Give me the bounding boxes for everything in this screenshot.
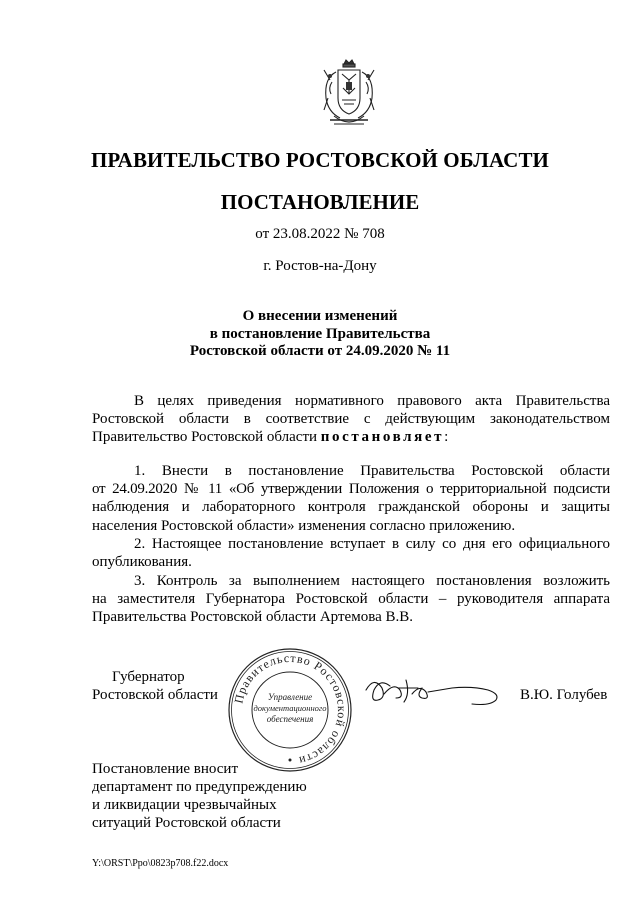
- document-type-title: ПОСТАНОВЛЕНИЕ: [220, 190, 420, 214]
- text-line: [92, 428, 610, 446]
- decision-verb: постановляет: [320, 429, 445, 446]
- text-line: Ростовской области в соответствие с действующим законодательством: [92, 411, 610, 428]
- date-number: от 23.08.2022 № 708: [255, 226, 385, 242]
- text-line: департамент по предупреждению: [92, 779, 307, 795]
- stamp-inner-text: обеспечения: [266, 714, 314, 724]
- text-line: 2. Настоящее постановление вступает в силу со дня его официального: [134, 536, 610, 552]
- text-line: и ликвидации чрезвычайных: [92, 797, 277, 813]
- originator-note: [92, 760, 307, 832]
- text-line: на заместителя Губернатора Ростовской области – руководителя аппарата: [92, 591, 610, 608]
- coat-of-arms-icon: [318, 58, 380, 132]
- subject-line: Ростовской области от 24.09.2020 № 11: [189, 343, 451, 359]
- text-fragment: :: [444, 429, 449, 446]
- stamp-inner-text: документационного: [253, 703, 327, 713]
- text-line: В целях приведения нормативного правового акта Правительства: [134, 393, 610, 409]
- text-line: 1. Внести в постановление Правительства Ростовской области: [134, 463, 610, 479]
- signatory-name: В.Ю. Голубев: [520, 687, 608, 703]
- text-line: наблюдения и лабораторного контроля гражданской обороны и защиты: [92, 499, 610, 516]
- signatory-title: Губернатор: [112, 669, 185, 685]
- subject-heading: [0, 308, 640, 361]
- signatory-region: Ростовской области: [92, 687, 218, 703]
- text-line: опубликования.: [92, 554, 192, 571]
- city: г. Ростов-на-Дону: [263, 258, 377, 274]
- text-line: ситуаций Ростовской области: [92, 815, 281, 831]
- text-line: от 24.09.2020 № 11 «Об утверждении Положения о территориальной подсисти: [92, 481, 610, 498]
- file-path: Y:\ORST\Ppo\0823p708.f22.docx: [92, 858, 229, 869]
- text-fragment: Правительство Ростовской области: [92, 429, 321, 446]
- item-2-paragraph: [92, 535, 610, 571]
- text-line: Правительства Ростовской области Артемова В.В.: [92, 609, 413, 626]
- text-line: Постановление вносит: [92, 761, 239, 777]
- official-stamp-icon: [226, 646, 354, 774]
- stamp-ring-text: Правительство Ростовской области: [231, 650, 350, 769]
- subject-line: в постановление Правительства: [209, 325, 431, 342]
- text-line: 3. Контроль за выполнением настоящего постановления возложить: [134, 573, 610, 589]
- stamp-inner-text: Управление: [267, 692, 313, 702]
- text-line: населения Ростовской области» изменения согласно приложению.: [92, 517, 516, 534]
- preamble-paragraph: [92, 392, 610, 447]
- government-title: ПРАВИТЕЛЬСТВО РОСТОВСКОЙ ОБЛАСТИ: [91, 148, 549, 172]
- handwritten-signature-icon: [360, 668, 510, 712]
- subject-line: О внесении изменений: [242, 308, 398, 324]
- item-1-paragraph: [92, 462, 610, 535]
- item-3-paragraph: [92, 572, 610, 627]
